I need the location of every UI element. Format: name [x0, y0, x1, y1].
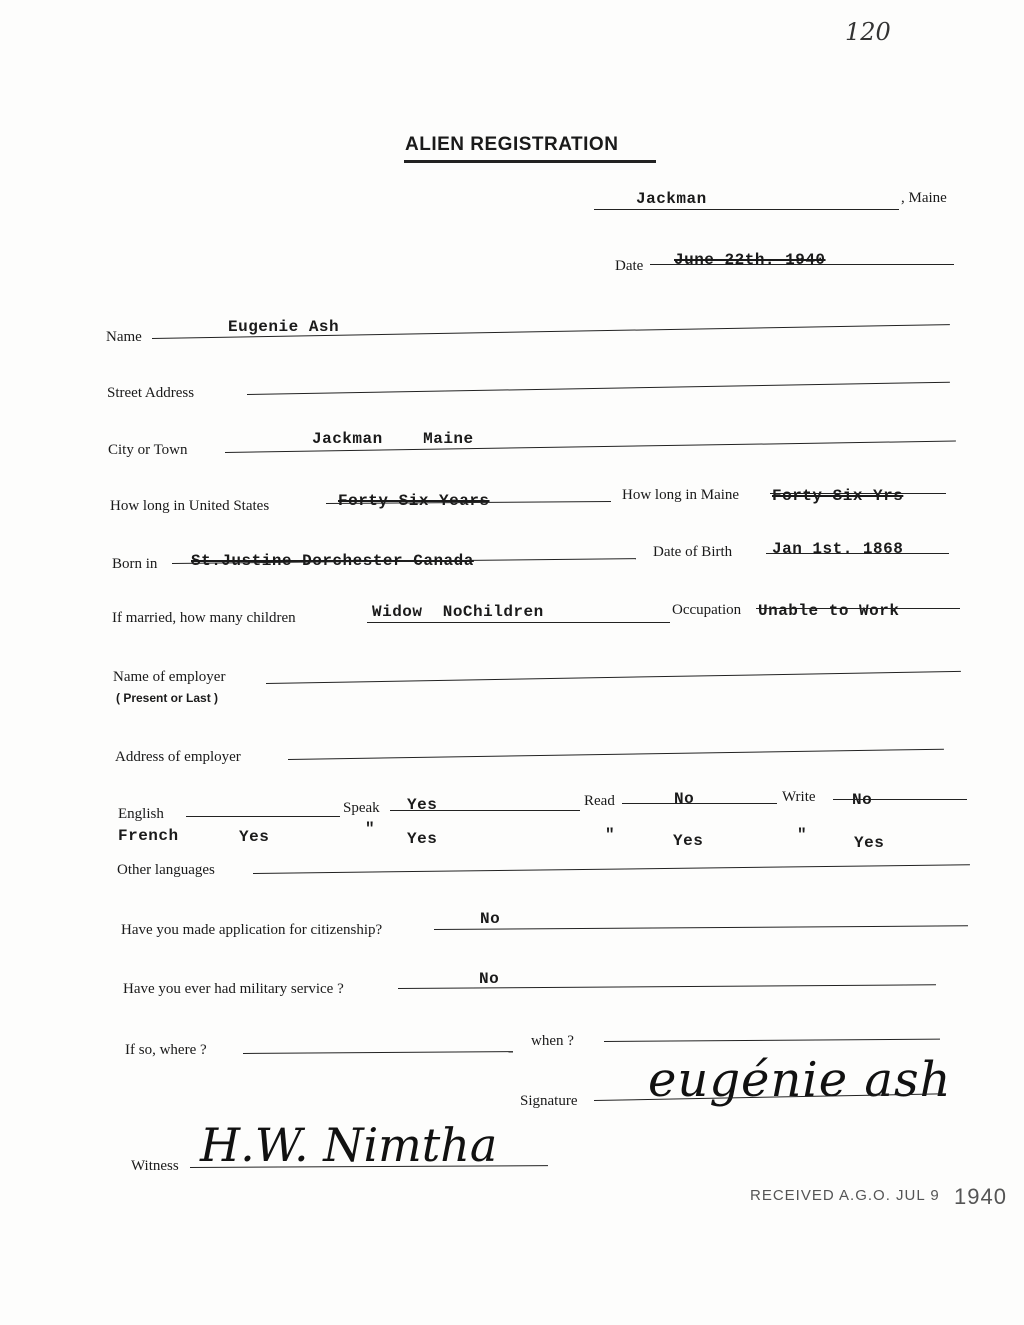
- french-label: French: [118, 827, 179, 845]
- name-label: Name: [106, 329, 142, 345]
- date-line: [650, 264, 954, 265]
- french-write-value: Yes: [854, 834, 885, 852]
- read-line: [622, 803, 777, 804]
- english-write-value: No: [852, 791, 873, 809]
- city-value: Jackman Maine: [312, 430, 474, 448]
- english-speak-value: Yes: [407, 796, 438, 814]
- other-languages-label: Other languages: [117, 862, 215, 878]
- us-duration-value: Forty Six Years: [338, 492, 490, 510]
- citizenship-line: [434, 925, 968, 930]
- military-value: No: [479, 970, 500, 988]
- city-label: City or Town: [108, 442, 188, 458]
- military-label: Have you ever had military service ?: [123, 981, 344, 997]
- occupation-value: Unable to Work: [758, 602, 900, 620]
- french-value: Yes: [239, 828, 270, 846]
- children-label: If married, how many children: [112, 610, 296, 626]
- signature-value: eugénie ash: [648, 1052, 952, 1108]
- dob-label: Date of Birth: [653, 544, 733, 560]
- english-line: [186, 816, 340, 817]
- street-label: Street Address: [107, 385, 195, 401]
- french-read-value: Yes: [673, 832, 704, 850]
- french-ditto-speak: ": [365, 820, 376, 838]
- write-label: Write: [782, 789, 816, 805]
- location-value: Jackman: [636, 190, 707, 208]
- french-ditto-read: ": [605, 826, 616, 844]
- english-label: English: [118, 806, 164, 822]
- where-label: If so, where ?: [125, 1042, 207, 1058]
- form-title: ALIEN REGISTRATION: [405, 134, 619, 155]
- name-value: Eugenie Ash: [228, 318, 340, 336]
- other-languages-line: [253, 864, 970, 874]
- when-line: [604, 1039, 940, 1042]
- children-line: [367, 622, 670, 623]
- employer-address-label: Address of employer: [115, 749, 241, 765]
- when-label: when ?: [531, 1033, 574, 1049]
- born-label: Born in: [112, 556, 158, 572]
- citizenship-label: Have you made application for citizenship?: [121, 922, 383, 938]
- english-read-value: No: [674, 790, 695, 808]
- french-ditto-write: ": [797, 826, 808, 844]
- maine-duration-label: How long in Maine: [622, 487, 740, 503]
- dob-value: Jan 1st. 1868: [772, 540, 904, 558]
- occupation-label: Occupation: [672, 602, 742, 618]
- read-label: Read: [584, 793, 615, 809]
- witness-label: Witness: [131, 1158, 179, 1174]
- employer-sublabel: ( Present or Last ): [116, 691, 219, 705]
- occupation-line: [756, 608, 960, 609]
- children-value: Widow NoChildren: [372, 603, 544, 621]
- maine-duration-line: [770, 493, 946, 494]
- born-value: St.Justine Dorchester Canada: [191, 552, 474, 570]
- speak-line: [390, 810, 580, 811]
- received-stamp: RECEIVED A.G.O. JUL 9: [750, 1187, 940, 1204]
- witness-signature: H.W. Nimtha: [200, 1118, 498, 1172]
- where-line: [243, 1051, 513, 1054]
- employer-label: Name of employer: [113, 669, 226, 685]
- date-label: Date: [615, 258, 644, 274]
- title-underline: [404, 160, 656, 163]
- date-value: June 22th. 1940: [674, 251, 826, 269]
- received-stamp-year: 1940: [954, 1184, 1007, 1209]
- citizenship-value: No: [480, 910, 501, 928]
- french-speak-value: Yes: [407, 830, 438, 848]
- street-line: [247, 382, 950, 395]
- speak-label: Speak: [343, 800, 380, 816]
- location-line: [594, 209, 899, 210]
- employer-line: [266, 671, 961, 684]
- signature-label: Signature: [520, 1093, 578, 1109]
- employer-address-line: [288, 749, 944, 760]
- dob-line: [766, 553, 949, 554]
- write-line: [833, 799, 967, 800]
- page-number: 120: [845, 18, 891, 46]
- state-label: , Maine: [901, 190, 947, 206]
- maine-duration-value: Forty Six Yrs: [772, 487, 904, 505]
- us-duration-label: How long in United States: [110, 498, 270, 514]
